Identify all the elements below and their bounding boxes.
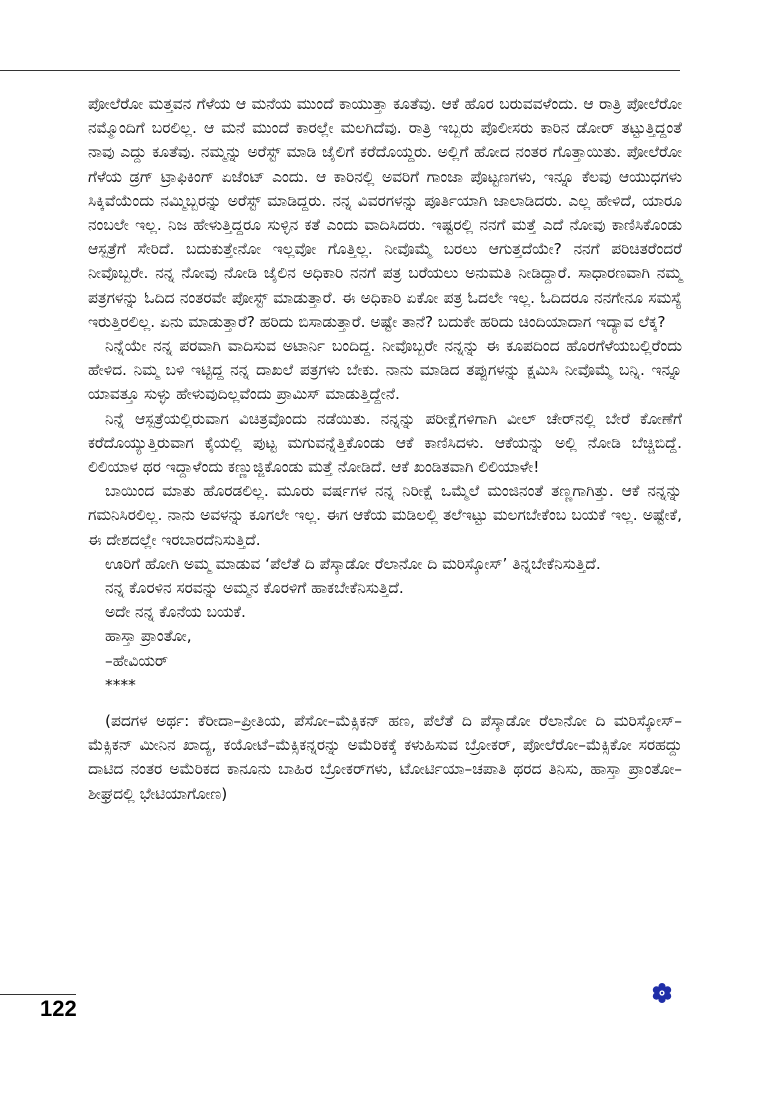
paragraph-1: ಪೋಲೆರೋ ಮತ್ತವನ ಗೆಳೆಯ ಆ ಮನೆಯ ಮುಂದೆ ಕಾಯುತ್ತಾ ಕೂತೆವು. ಆಕೆ ಹೊರ ಬರುವವಳೆಂದು. ಆ ರಾತ್ರಿ ಪೋಲೆರೋ ನಮ್ಮೊಂದಿಗೆ ಬರಲಿಲ್ಲ. ಆ ಮನೆ ಮುಂದೆ ಕಾರಲ್ಲೇ ಮಲಗಿದೆವು. ರಾತ್ರಿ ಇಬ್ಬರು ಪೊಲೀಸರು ಕಾರಿನ ಡೋರ್ ತಟ್ಟುತ್ತಿದ್ದಂತೆ ನಾವು ಎದ್ದು ಕೂತೆವು. ನಮ್ಮನ್ನು ಅರೆಸ್ಟ್ ಮಾಡಿ ಜೈಲಿಗೆ ಕರೆದೊಯ್ದರು. ಅಲ್ಲಿಗೆ ಹೋದ ನಂತರ ಗೊತ್ತಾಯಿತು. ಪೋಲೆರೋ ಗೆಳೆಯ ಡ್ರಗ್ ಟ್ರಾಫಿಕಿಂಗ್ ಏಜೆಂಟ್ ಎಂದು. ಆ ಕಾರಿನಲ್ಲಿ ಅವರಿಗೆ ಗಾಂಜಾ ಪೊಟ್ಟಣಗಳು, ಇನ್ನೂ ಕೆಲವು ಆಯುಧಗಳು ಸಿಕ್ಕಿವೆಯೆಂದು ನಮ್ಮಿಬ್ಬರನ್ನು ಅರೆಸ್ಟ್ ಮಾಡಿದ್ದರು. ನನ್ನ ವಿವರಗಳನ್ನು ಪೂರ್ತಿಯಾಗಿ ಜಾಲಾಡಿದರು. ಎಲ್ಲ ಹೇಳಿದೆ, ಯಾರೂ ನಂಬಲೇ ಇಲ್ಲ. ನಿಜ ಹೇಳುತ್ತಿದ್ದರೂ ಸುಳ್ಳಿನ ಕತೆ ಎಂದು ವಾದಿಸಿದರು. ಇಷ್ಟರಲ್ಲಿ ನನಗೆ ಮತ್ತೆ ಎದೆ ನೋವು ಕಾಣಿಸಿಕೊಂಡು ಆಸ್ಪತ್ರೆಗೆ ಸೇರಿದೆ. ಬದುಕುತ್ತೇನೋ ಇಲ್ಲವೋ ಗೊತ್ತಿಲ್ಲ. ನೀವೊಮ್ಮೆ ಬರಲು ಆಗುತ್ತದೆಯೇ? ನನಗೆ ಪರಿಚಿತರೆಂದರೆ ನೀವೊಬ್ಬರೇ. ನನ್ನ ನೋವು ನೋಡಿ ಜೈಲಿನ ಅಧಿಕಾರಿ ನನಗೆ ಪತ್ರ ಬರೆಯಲು ಅನುಮತಿ ನೀಡಿದ್ದಾರೆ. ಸಾಧಾರಣವಾಗಿ ನಮ್ಮ ಪತ್ರಗಳನ್ನು ಓದಿದ ನಂತರವೇ ಪೋಸ್ಟ್ ಮಾಡುತ್ತಾರೆ. ಈ ಅಧಿಕಾರಿ ಏಕೋ ಪತ್ರ ಓದಲೇ ಇಲ್ಲ. ಓದಿದರೂ ನನಗೇನೂ ಸಮಸ್ಯೆ ಇರುತ್ತಿರಲಿಲ್ಲ. ಏನು ಮಾಡುತ್ತಾರೆ? ಹರಿದು ಬಿಸಾಡುತ್ತಾರೆ. ಅಷ್ಟೇ ತಾನೆ? ಬದುಕೇ ಹರಿದು ಚಿಂದಿಯಾದಾಗ ಇದ್ಯಾವ ಲೆಕ್ಕ? xyxy=(88,95,682,331)
header-rule xyxy=(0,70,680,71)
paragraph-5: ಊರಿಗೆ ಹೋಗಿ ಅಮ್ಮ ಮಾಡುವ ‘ಪೆಲೆತೆ ದಿ ಪೆಸ್ಕಾಡೋ ರೆಲಾನೋ ದಿ ಮರಿಸ್ಕೋಸ್’ ತಿನ್ನಬೇಕೆನಿಸುತ್ತಿದೆ. xyxy=(105,554,601,573)
page-number: 122 xyxy=(40,996,77,1021)
paragraph-2: ನಿನ್ನೆಯೇ ನನ್ನ ಪರವಾಗಿ ವಾದಿಸುವ ಅಟಾರ್ನಿ ಬಂದಿದ್ದ. ನೀವೊಬ್ಬರೇ ನನ್ನನ್ನು ಈ ಕೂಪದಿಂದ ಹೊರಗೆಳೆಯಬಲ್ಲಿರೆಂದು ಹೇಳಿದ. ನಿಮ್ಮ ಬಳಿ ಇಟ್ಟಿದ್ದ ನನ್ನ ದಾಖಲೆ ಪತ್ರಗಳು ಬೇಕು. ನಾನು ಮಾಡಿದ ತಪ್ಪುಗಳನ್ನು ಕ್ಷಮಿಸಿ ನೀವೊಮ್ಮೆ ಬನ್ನಿ. ಇನ್ನೂ ಯಾವತ್ತೂ ಸುಳ್ಳು ಹೇಳುವುದಿಲ್ಲವೆಂದು ಪ್ರಾಮಿಸ್ ಮಾಡುತ್ತಿದ್ದೇನೆ. xyxy=(88,337,682,404)
story-text xyxy=(88,92,682,806)
glossary-note: (ಪದಗಳ ಅರ್ಥ: ಕೆರೀದಾ–ಪ್ರೀತಿಯ, ಪೆಸೋ–ಮೆಕ್ಸಿಕನ್ ಹಣ, ಪೆಲೆತೆ ದಿ ಪೆಸ್ಕಾಡೋ ರೆಲಾನೋ ದಿ ಮರಿಸ್ಕೋಸ್–ಮೆಕ್ಸಿಕನ್ ಮೀನಿನ ಖಾದ್ಯ, ಕಯೋಟೆ–ಮೆಕ್ಸಿಕನ್ನರನ್ನು ಅಮೆರಿಕಕ್ಕೆ ಕಳುಹಿಸುವ ಬ್ರೋಕರ್, ಪೋಲೆರೋ–ಮೆಕ್ಸಿಕೋ ಸರಹದ್ದು ದಾಟಿದ ನಂತರ ಅಮೆರಿಕದ ಕಾನೂನು ಬಾಹಿರ ಬ್ರೋಕರ್‌ಗಳು, ಟೋರ್ಟಿಯಾ–ಚಪಾತಿ ಥರದ ತಿನಿಸು, ಹಾಸ್ತಾ ಪ್ರಾಂತೋ–ಶೀಘ್ರದಲ್ಲಿ ಭೇಟಿಯಾಗೋಣ) xyxy=(88,712,682,803)
closing-line-1: ನನ್ನ ಕೊರಳಿನ ಸರವನ್ನು ಅಮ್ಮನ ಕೊರಳಿಗೆ ಹಾಕಬೇಕೆನಿಸುತ್ತಿದೆ. xyxy=(105,579,404,598)
closing-line-2: ಅದೇ ನನ್ನ ಕೊನೆಯ ಬಯಕೆ. xyxy=(105,603,246,622)
flower-icon xyxy=(651,982,673,1004)
footer-rule xyxy=(0,994,76,995)
paragraph-4: ಬಾಯಿಂದ ಮಾತು ಹೊರಡಲಿಲ್ಲ. ಮೂರು ವರ್ಷಗಳ ನನ್ನ ನಿರೀಕ್ಷೆ ಒಮ್ಮೆಲೆ ಮಂಜಿನಂತೆ ತಣ್ಣಗಾಗಿತ್ತು. ಆಕೆ ನನ್ನನ್ನು ಗಮನಿಸಿರಲಿಲ್ಲ. ನಾನು ಅವಳನ್ನು ಕೂಗಲೇ ಇಲ್ಲ. ಈಗ ಆಕೆಯ ಮಡಿಲಲ್ಲಿ ತಲೆಇಟ್ಟು ಮಲಗಬೇಕೆಂಬ ಬಯಕೆ ಇಲ್ಲ. ಅಷ್ಟೇಕೆ, ಈ ದೇಶದಲ್ಲೇ ಇರಬಾರದೆನಿಸುತ್ತಿದೆ. xyxy=(88,482,682,549)
closing-line-3: ಹಾಸ್ತಾ ಪ್ರಾಂತೋ, xyxy=(105,627,192,646)
section-break: **** xyxy=(105,675,136,694)
paragraph-3: ನಿನ್ನೆ ಆಸ್ಪತ್ರೆಯಲ್ಲಿರುವಾಗ ವಿಚಿತ್ರವೊಂದು ನಡೆಯಿತು. ನನ್ನನ್ನು ಪರೀಕ್ಷೆಗಳಿಗಾಗಿ ವೀಲ್ ಚೇರ್‌ನಲ್ಲಿ ಬೇರೆ ಕೋಣೆಗೆ ಕರೆದೊಯ್ಯುತ್ತಿರುವಾಗ ಕೈಯಲ್ಲಿ ಪುಟ್ಟ ಮಗುವನ್ನೆತ್ತಿಕೊಂಡು ಆಕೆ ಕಾಣಿಸಿದಳು. ಆಕೆಯನ್ನು ಅಲ್ಲಿ ನೋಡಿ ಬೆಚ್ಚಿಬಿದ್ದೆ. ಲಿಲಿಯಾಳ ಥರ ಇದ್ದಾಳೆಂದು ಕಣ್ಣುಜ್ಜಿಕೊಂಡು ಮತ್ತೆ ನೋಡಿದೆ. ಆಕೆ ಖಂಡಿತವಾಗಿ ಲಿಲಿಯಾಳೇ! xyxy=(88,409,682,477)
signature: –ಹೇವಿಯರ್ xyxy=(105,651,168,670)
